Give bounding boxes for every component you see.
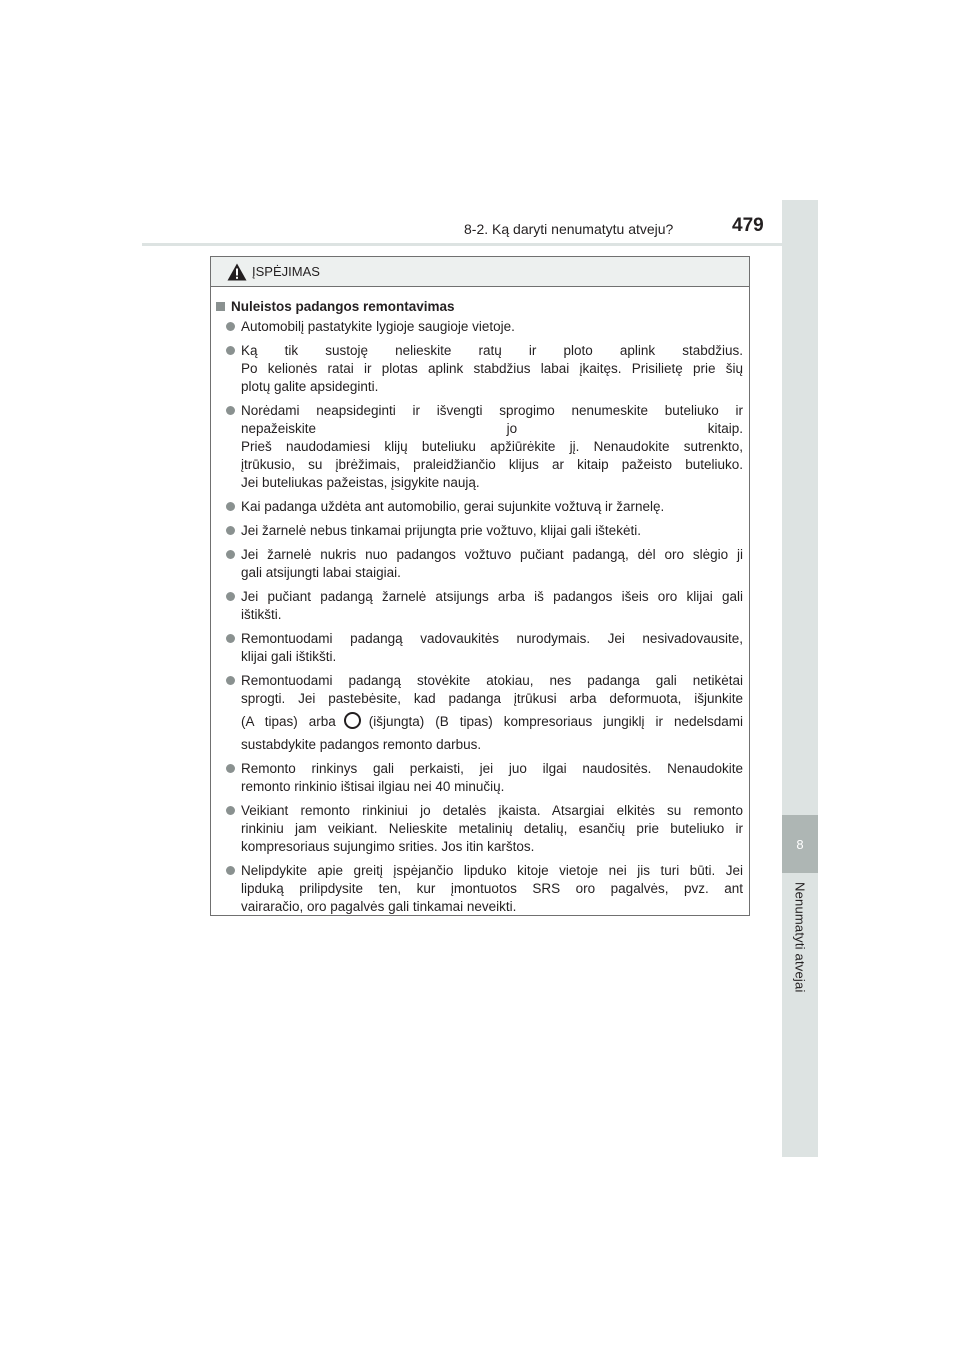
bullet-line: Prieš naudodamiesi klijų buteliuku apžiūrėkite jį. Nenaudokite sutrenkto,: [241, 439, 743, 454]
bullet-dot-icon: [226, 526, 235, 535]
bullet-line: rinkiniu jam veikiant. Nelieskite metalinių detalių, esančių prie buteliuko ir: [241, 821, 743, 836]
bullet-item: [216, 318, 743, 336]
bullet-line: Norėdami neapsideginti ir išvengti sprogimo nenumeskite buteliuko ir: [241, 403, 743, 418]
bullet-line: lipduką prilipdysite ten, kur įmontuotos SRS oro pagalvės, pvz. ant: [241, 881, 743, 896]
warning-body: [211, 287, 749, 916]
section-title: Nuleistos padangos remontavimas: [231, 299, 455, 314]
header-rule: [142, 243, 818, 246]
bullet-line: ištikšti.: [241, 607, 282, 622]
section-heading: [216, 299, 743, 314]
warning-triangle-icon: [227, 263, 247, 281]
bullet-dot-icon: [226, 866, 235, 875]
warning-header: [211, 257, 749, 287]
bullet-line: Remontuodami padangą vadovaukitės nurodymais. Jei nesivadovausite,: [241, 631, 743, 646]
bullet-item: [216, 342, 743, 396]
chapter-label: Nenumatyti atvejai: [792, 882, 808, 993]
bullet-line: Ką tik sustoję nelieskite ratų ir ploto aplink stabdžius.: [241, 343, 743, 358]
chapter-number: 8: [782, 815, 818, 873]
off-switch-icon: [344, 712, 361, 729]
bullet-item: [216, 862, 743, 916]
bullet-dot-icon: [226, 406, 235, 415]
bullet-dot-icon: [226, 502, 235, 511]
bullet-line-text: (išjungta) (B tipas) kompresoriaus jungiklį ir nedelsdami: [368, 714, 743, 729]
bullet-dot-icon: [226, 634, 235, 643]
bullet-dot-icon: [226, 764, 235, 773]
bullet-line: klijai gali ištikšti.: [241, 649, 337, 664]
bullet-item: [216, 588, 743, 624]
page-number: 479: [732, 215, 764, 236]
bullet-line: Jei žarnelė nukris nuo padangos vožtuvo pučiant padangą, dėl oro slėgio ji: [241, 547, 743, 562]
bullet-line: vairaračio, oro pagalvės gali tinkamai neveikti.: [241, 899, 517, 914]
bullet-item: [216, 546, 743, 582]
warning-title: ĮSPĖJIMAS: [252, 264, 320, 279]
bullet-line: Remonto rinkinys gali perkaisti, jei juo ilgai naudositės. Nenaudokite: [241, 761, 743, 776]
chapter-side-tab: [782, 200, 818, 1157]
bullet-dot-icon: [226, 676, 235, 685]
bullet-line: įtrūkusio, su įbrėžimais, praleidžiančio klijus ar kitaip pažeisto buteliuko.: [241, 457, 743, 472]
bullet-line: Kai padanga uždėta ant automobilio, gerai sujunkite vožtuvą ir žarnelę.: [241, 499, 665, 514]
bullet-line: kompresoriaus sujungimo srities. Jos itin karštos.: [241, 839, 535, 854]
bullet-item: [216, 522, 743, 540]
bullet-line: Automobilį pastatykite lygioje saugioje vietoje.: [241, 319, 515, 334]
square-bullet-icon: [216, 302, 225, 311]
bullet-line: plotų galite apsideginti.: [241, 379, 379, 394]
bullet-line-with-icon: [241, 708, 743, 736]
bullet-dot-icon: [226, 592, 235, 601]
bullet-dot-icon: [226, 550, 235, 559]
bullet-line: Jei buteliukas pažeistas, įsigykite naują.: [241, 475, 480, 490]
bullet-line: Jei pučiant padangą žarnelė atsijungs arba iš padangos išeis oro klijai gali: [241, 589, 743, 604]
bullet-line: Jei žarnelė nebus tinkamai prijungta prie vožtuvo, klijai gali ištekėti.: [241, 523, 641, 538]
bullet-dot-icon: [226, 806, 235, 815]
bullet-line: Veikiant remonto rinkiniui jo detalės įkaista. Atsargiai elkitės su remonto: [241, 803, 743, 818]
bullet-line: Remontuodami padangą stovėkite atokiau, nes padanga gali netikėtai: [241, 673, 743, 688]
header-title: 8-2. Ką daryti nenumatytu atveju?: [464, 221, 674, 237]
bullet-line: nepažeiskite jo kitaip.: [241, 421, 743, 436]
bullet-line: sustabdykite padangos remonto darbus.: [241, 737, 482, 752]
bullet-line: gali atsijungti labai staigiai.: [241, 565, 401, 580]
bullet-line: remonto rinkinio ištisai ilgiau nei 40 minučių.: [241, 779, 505, 794]
bullet-line: Po kelionės ratai ir plotas aplink stabdžius labai įkaitęs. Prisilietę prie šių: [241, 361, 743, 376]
bullet-line-text: (A tipas) arba: [241, 714, 336, 729]
bullet-list: [216, 318, 743, 916]
bullet-item: [216, 498, 743, 516]
warning-box: [210, 256, 750, 916]
bullet-dot-icon: [226, 346, 235, 355]
bullet-item: [216, 802, 743, 856]
bullet-line: sprogti. Jei pastebėsite, kad padanga įtrūkusi arba deformuota, išjunkite: [241, 691, 743, 706]
bullet-item: [216, 630, 743, 666]
bullet-line: Nelipdykite apie greitį įspėjančio lipduko kitoje vietoje nei jis turi būti. Jei: [241, 863, 743, 878]
bullet-dot-icon: [226, 322, 235, 331]
bullet-item: [216, 672, 743, 754]
bullet-item: [216, 760, 743, 796]
bullet-item: [216, 402, 743, 492]
